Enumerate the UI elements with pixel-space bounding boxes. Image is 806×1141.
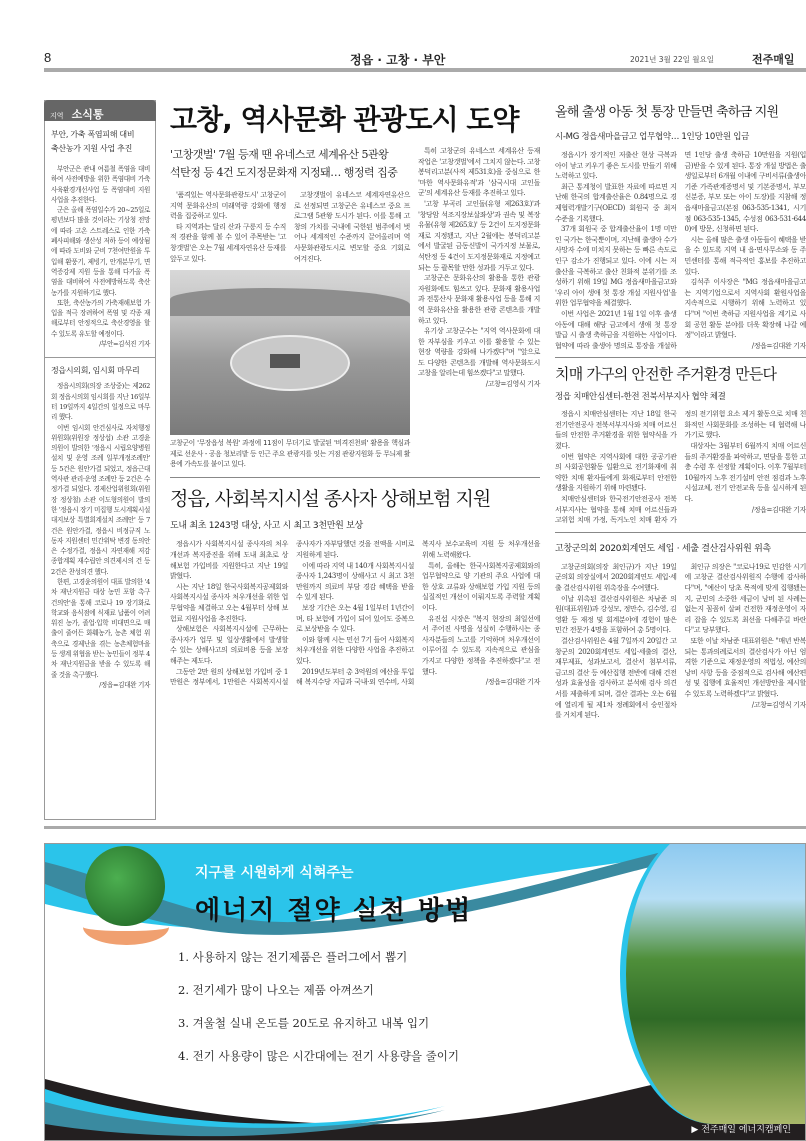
paragraph: 시는 올해 많은 출생 아동들이 혜택을 받을 수 있도록 지역 내 읍·면사무소와 동 주민센터를 통해 적극적인 홍보를 추진하고 있다.	[684, 235, 806, 276]
tip-item: 2. 전기세가 많이 나오는 제품 아껴쓰기	[178, 983, 374, 997]
byline: /정읍=김대완 기자	[485, 678, 540, 687]
paragraph: 또한 이날 차남준 대표위원은 "매년 반복되는 통과의례로서의 결산검사가 아닌 엄격한 기준으로 재정운영의 적법성, 예산의 낭비 사항 등을 중점적으로 검사해 예산편성 및 집행에 효율적인 개선방안을 제시할 수 있도록 노력하겠다"고 밝혔다.	[684, 636, 806, 698]
paragraph: 고창군은 문화유산의 활용을 통한 관광자원화에도 힘쓰고 있다. 문화재 활용사업과 전통산사 문화재 활용사업 등을 통해 지역 문화유산을 활용한 관광 콘텐츠를 개발하고 있다.	[418, 274, 540, 325]
issue-date: 2021년 3월 22일 월요일	[630, 55, 715, 64]
paragraph: 최근 통계청이 발표한 자료에 따르면 지난해 한국의 합계출산율은 0.84명으로 경제협력개발기구(OECD) 회원국 중 최저 수준을 기록했다.	[555, 182, 677, 223]
sidebar-article-body	[51, 381, 150, 690]
paragraph: 타 지역과는 달리 산과 구릉지 등 수직적 경관을 함께 볼 수 있어 주목받는 '고창갯벌'은 오는 7월 세계자연유산 등재를 앞두고 있다.	[170, 222, 286, 263]
paragraph: 특히 고창군의 유네스코 세계유산 등재작업은 '고창갯벌'에서 그치지 않는다. 고창 봉덕리고분(사적 제531호)을 중심으로 한 '마한 역사문화유적'과 '삼국시대 고인돌군'의 세계유산 등재를 추진하고 있다.	[418, 147, 540, 198]
paragraph: 김석주 이사장은 "MG 정읍새마을금고는 지역기업으로서 지역사회 환원사업을 지속적으로 시행하기 위해 노력하고 있다"며 "이번 축하금 지원사업을 계기로 사회 공헌 활동 분야를 더욱 확장해 나갈 예정"이라고 밝혔다.	[684, 278, 806, 340]
photo-caption: 고창군이 '무장읍성 복원' 과정에 11점이 무더기로 발굴된 '비격진천뢰' 활용을 핵심과제로 선운사 - 공음 청보리밭 등 인근 주요 관광지를 잇는 거점 관광지원화 등 무늬제 활용에 가속도를 붙이고 있다.	[170, 439, 410, 468]
paragraph: 최인규 의장은 "코로나19로 민감한 시기에 고창군 결산검사위원직 수행에 감사하다"며, "예산이 당초 목적에 맞게 집행됐는지, 군민의 소중한 세금이 낭비 된 사례는 없는지 꼼꼼히 살펴 건전한 재정운영이 자리 잡을 수 있도록 최선을 다해주길 바란다"고 당부했다.	[684, 562, 806, 635]
paragraph: 고창군의회(의장 최인규)가 지난 19일 군의회 의장실에서 2020회계연도 세입·세출 결산검사위원 위촉장을 수여했다.	[555, 562, 677, 592]
tip-item: 1. 사용하지 않는 전기제품은 플러그에서 뽑기	[178, 950, 408, 964]
main-article-grid	[170, 146, 540, 469]
section-title: 정읍 · 고창 · 부안	[350, 53, 446, 67]
articles-row	[44, 100, 806, 820]
paragraph: 한편, 고경윤의원이 대표 발의한 '4차 재난지원금 대상 농민 포함 촉구 건의안'을 통해 코로나 19 장기화로 학교와 음식점에 식재료 납품이 어려워진 농가, 졸업·입학 비대면으로 매출이 줄어든 화훼농가, 농촌 체험 위축으로 경제난을 겪는 농촌체험마을 등 생계 위협을 받는 농민들이 정부 4차 재난지원금을 받을 수 있도록 해 줄 것을 촉구했다.	[51, 577, 150, 679]
middle-column	[170, 100, 540, 820]
paragraph: 이날 위촉된 결산검사위원은 차남준 의원(대표위원)과 강성모, 정만수, 김수영, 김영환 등 재정 및 회계분야에 경험이 많은 민간 전문가 4명을 포함하여 총 5명이다.	[555, 594, 677, 635]
welfare-subhead: 도내 최초 1243명 대상, 사고 시 최고 3천만원 보상	[170, 521, 363, 532]
sidebar-article-1	[45, 121, 155, 349]
tip-item: 3. 겨울철 실내 온도를 20도로 유지하고 내복 입기	[178, 1016, 430, 1030]
paragraph: 또한, 축산농가의 가축재해보험 가입을 적극 장려하여 폭염 및 각종 재해로부터 안정적으로 축산경영을 할 수 있도록 유도할 예정이다.	[51, 298, 150, 338]
ad-tagline: 지구를 시원하게 식혀주는	[195, 865, 354, 881]
page-body	[44, 100, 806, 1141]
sidebar-article-body	[51, 164, 150, 349]
sidebar-header	[44, 100, 156, 121]
page-number: 8	[44, 50, 52, 65]
paragraph: 그동안 2만 원의 상해보험 가입비 중 1만원은 정부에서, 1만원은 사회복지시설 종사자가 자부담했던 것을 전액을 시비로 지원하게 된다.	[170, 540, 414, 687]
tips-list	[178, 949, 608, 1081]
paragraph: 이번 협약은 지역사회에 대한 공공기관의 사회공헌활동 일환으로 전기화재에 취약한 치매 환자들에게 화재로부터 안전한 생활을 지원하기 위해 마련됐다.	[555, 452, 677, 493]
paragraph: 정읍시가 장기적인 저출산 현상 극복과 아이 낳고 키우기 좋은 도시를 만들기 위해 노력하고 있다.	[555, 151, 677, 181]
sidebar-box	[44, 100, 156, 820]
paragraph: 결산검사위원은 4월 7일까지 20일간 고창군의 2020회계연도 세입·세출의 결산, 재무제표, 성과보고서, 결산서 첨부서류, 금고의 결산 등 예산집행 전반에 대해 건전성과 효율성을 검사하고 분석해 검사 의견서를 제출하게 되며, 결산 결과는 오는 6월에 열리게 될 제1차 정례회에서 승인절차를 거치게 된다.	[555, 636, 677, 720]
main-body-top	[170, 190, 410, 264]
sidebar-label: 소식통	[71, 108, 104, 121]
paragraph: 이번 사업은 2021년 1월 1일 이후 출생 아동에 대해 해당 금고에서 생애 첫 통장 발급 시 출생 축하금을 지원하는 사업이다. 협약에 따라 출생아 명의로 통장을 개설하면 1인당 출생 축하금 10만원을 지원(입금)받을 수 있게 된다. 통장 개설 방법은 출생일로부터 6개월 이내에 구비서류(출생아 기준 가족관계증명서 및 기본증명서, 부모 신분증, 부모 또는 아이 도장)를 지참해 정읍새마을금고(본점 063-535-1341, 시기점 063-535-1345, 수성점 063-531-6440)에 방문, 신청하면 된다.	[555, 151, 806, 350]
paragraph: 37개 회원국 중 합계출산율이 1명 미만인 국가는 한국뿐이며, 지난해 출생아 수가 사망자 수에 미치지 못하는 등 빠른 속도로 인구 감소가 진행되고 있다. 이에 시는 저출산을 극복하고 출산 친화적 분위기를 조성하기 위해 19일 MG 정읍새마을금고와 '우리 아이 생애 첫 통장 개설 지원사업'을 위한 업무협약을 체결했다.	[555, 225, 677, 308]
right-column	[555, 100, 806, 820]
council-body	[555, 562, 806, 721]
welfare-headline: 정읍, 사회복지시설 종사자 상해보험 지원	[170, 488, 491, 511]
birth-headline: 올해 출생 아동 첫 통장 만들면 축하금 지원	[555, 105, 779, 120]
sidebar-label-small: 지역	[50, 112, 64, 120]
divider	[555, 532, 806, 533]
paragraph: 정읍시가 사회복지시설 종사자의 처우개선과 복지증진을 위해 도내 최초로 상해보험 가입비를 지원한다고 지난 19일 밝혔다.	[170, 540, 288, 581]
byline: /정읍=김대완 기자	[751, 505, 806, 514]
paragraph: 고창갯벌이 유네스코 세계자연유산으로 선정되면 고창군은 유네스코 중요 프로그램 5관왕 도시가 된다. 이를 통해 고창의 가치를 국내에 국한된 범주에서 벗어나 세계적인 수준까지 끌어올리며 역사문화관광도시로 변모할 중요 기회로 여겨진다.	[294, 191, 410, 263]
ad-title: 에너지 절약 실천 방법	[195, 896, 473, 926]
paragraph: 정읍시 치매안심센터는 지난 18일 한국전기안전공사 전북서부지사와 치매 어르신들의 안전한 주거환경을 위한 협약식을 가졌다.	[555, 410, 677, 451]
byline: /고창=김영식 기자	[485, 380, 540, 389]
paragraph: 부안군은 관내 여름철 폭염을 대비하여 사전예방을 위한 폭염대비 가축사육환경개선사업 등 폭염대비 지원 사업을 추진한다.	[51, 165, 150, 204]
tip-item: 4. 전기 사용량이 많은 시간대에는 전기 사용량을 줄이기	[178, 1049, 459, 1063]
paragraph: 이와 함께 시는 민선 7기 들어 사회복지 처우개선을 위한 다양한 사업을 추진하고 있다.	[296, 635, 414, 665]
paper-name: 전주매일	[752, 53, 795, 66]
dementia-body	[555, 409, 806, 526]
energy-campaign-ad	[44, 843, 806, 1141]
campaign-label	[691, 1122, 791, 1135]
main-photo	[170, 270, 410, 435]
main-body-right	[418, 146, 540, 469]
main-subhead-1: '고창갯벌' 7월 등재 땐 유네스코 세계유산 5관왕	[170, 148, 389, 161]
main-subhead-2: 석탄정 등 4건 도지정문화재 지정돼… 행정력 집중	[170, 166, 398, 179]
paragraph: 군은 올해 폭염일수가 20~25일로 평년보다 많을 것이라는 기상청 전망에 따라 고온 스트레스로 인한 가축폐사피해와 생산성 저하 등이 예상됨에 따라 도비와 군비 7천여만원을 투입해 환풍기, 제빙기, 안개분무기, 면역증강제 지원 등을 통해 다가올 폭염을 대비하여 사전예방하도록 축산 농가를 지원하기로 했다.	[51, 206, 150, 297]
header-rule	[44, 68, 806, 72]
sidebar-article-title: 축산농가 지원 사업 추진	[51, 144, 133, 153]
byline: /고창=김영식 기자	[751, 700, 806, 709]
tree-photo	[620, 843, 806, 1124]
paragraph: 이에 따라 지역 내 140개 사회복지시설 종사자 1,243명이 상해사고 시 최고 3천만원까지 의료비 부담 경감 혜택을 받을 수 있게 된다.	[296, 561, 414, 602]
dementia-subhead: 정읍 치매안심센터-한전 전북서부지사 협약 체결	[555, 392, 726, 403]
paragraph: 특히, 올해는 한국사회복지공제회와의 업무협약으로 양 기관의 주요 사업에 대한 상호 교류와 상해보험 가입 지원 등의 실질적인 개선이 이뤄지도록 주력할 계획이다.	[422, 561, 540, 612]
bottom-rule	[44, 826, 806, 829]
sidebar-article-title: 정읍시의회, 임시회 마무리	[51, 366, 140, 376]
main-article-left	[170, 146, 410, 469]
byline: /부안=김석진 기자	[99, 340, 150, 349]
paragraph: 시는 지난 18일 한국사회복지공제회와 사회복지시설 종사자 처우개선을 위한 업무협약을 체결하고 오는 4월부터 상해 보험료 지원사업을 추진한다.	[170, 582, 288, 623]
paragraph: 이번 임시회 안건심사로 자치행정위원회(위원장 정상섭) 소관 고경윤의원이 발의한 '정읍시 시립요양병원 설치 및 운영 조례 일부개정조례안' 등 5건은 원안가결 되었고, 정읍근대역사관 관리·운영 조례안 등 2건은 수정가결 되었다. 경제산업위원회(위원장 정상철) 소관 이도형의원이 발의한 '정읍시 장기 미집행 도시계획시설 대지보상 특별회계설치 조례안' 등 7건은 원안가결, 정읍시 비정규직 노동자 지원센터 민간위탁 변경 동의안은 수정가결, 정읍시 자연재해 저감종합계획 재수립안 의견제시의 건 등 2건은 찬성의견 했다.	[51, 423, 150, 576]
paragraph: 상해보험은 사회복지시설에 근무하는 종사자가 업무 및 일상생활에서 발생할 수 있는 상해사고의 의료비용 등을 보장해주는 제도다.	[170, 625, 288, 665]
main-headline: 고창, 역사문화 관광도시 도약	[170, 103, 519, 136]
play-triangle-icon: ▶	[691, 1125, 702, 1135]
birth-subhead: 시-MG 정읍새마을금고 업무협약… 1인당 10만원 입금	[555, 132, 750, 142]
divider	[555, 357, 806, 358]
sidebar-article-2	[45, 358, 155, 696]
paragraph: 보장 기간은 오는 4월 1일부터 1년간이며, 타 보험에 가입이 되어 있어도 중복으로 보상받을 수 있다.	[296, 603, 414, 634]
paragraph: '품격있는 역사문화관광도시' 고창군이 지역 문화유산의 미래역량 강화에 행정력을 집중하고 있다.	[170, 191, 286, 221]
campaign-name: 전주매일 에너지캠페인	[701, 1125, 791, 1135]
paragraph: '고창 부곡리 고인돌(유형 제263호)'과 '창당암 석조지장보살좌상'과 권속 및 복장유물(유형 제265호)' 등 2건이 도지정문화재로 지정됐고, 지난 2월에는 봉덕리고분에서 발굴된 금동신발이 국가지정 보물로, 석탄정 등 4건이 도지정문화재로 지정예고 되는 등 괄목할 만한 성과를 거두고 있다.	[418, 199, 540, 272]
paragraph: 유기상 고창군수는 "지역 역사문화에 대한 자부심을 키우고 이를 활용할 수 있는 현장 역량을 강화해 나가겠다"며 "앞으로도 다양한 콘텐츠를 개발해 역사문화도시 고창을 알리는데 힘쓰겠다"고 말했다.	[418, 327, 540, 378]
paragraph: 2019년도부터 총 3억원의 예산을 투입해 복지수당 지급과 국내·외 연수비, 사회복지사 보수교육비 지원 등 처우개선을 위해 노력해왔다.	[296, 540, 540, 687]
divider	[170, 477, 540, 478]
paragraph: 치매안심센터와 한국전기안전공사 전북서부지사는 협약을 통해 치매 어르신들과 고위험 치매 가정, 독거노인 치매 환자 가정의 전기위험 요소 제거 활동으로 치매 친화적인 사회문화를 조성하는 데 협력해 나가기로 했다.	[555, 410, 806, 525]
dementia-headline: 치매 가구의 안전한 주거환경 만든다	[555, 365, 777, 384]
welfare-body	[170, 539, 540, 687]
paragraph: 대상자는 3월부터 6월까지 치매 어르신들의 주거환경을 파악하고, 면담을 통한 고충 수렴 후 선정할 계획이다. 이후 7월부터 10월까지 노후 전기설비 안전 점검과 노후 시설교체, 전기 안전교육 등을 실시하게 된다.	[684, 442, 806, 504]
byline: /정읍=김대완 기자	[751, 341, 806, 350]
byline: /정읍=김대완 기자	[99, 680, 150, 689]
birth-body	[555, 150, 806, 351]
council-headline: 고창군의회 2020회계연도 세입 · 세출 결산검사위원 위촉	[555, 543, 771, 554]
sidebar-article-title: 부안, 가축 폭염피해 대비	[51, 130, 135, 139]
paragraph: 정읍시의회(의장 조상중)는 제262회 정읍시의회 임시회를 지난 16일부터 19일까지 4일간의 일정으로 마무리 했다.	[51, 382, 150, 422]
hands-icon	[83, 909, 169, 945]
paragraph: 유진섭 시장은 "복지 현장의 최일선에서 주어진 사명을 성실히 수행하시는 종사자분들의 노고를 기억하며 처우개선이 이루어질 수 있도록 지속적으로 관심을 가지고 다양한 정책을 추진하겠다"고 전했다.	[422, 614, 540, 676]
